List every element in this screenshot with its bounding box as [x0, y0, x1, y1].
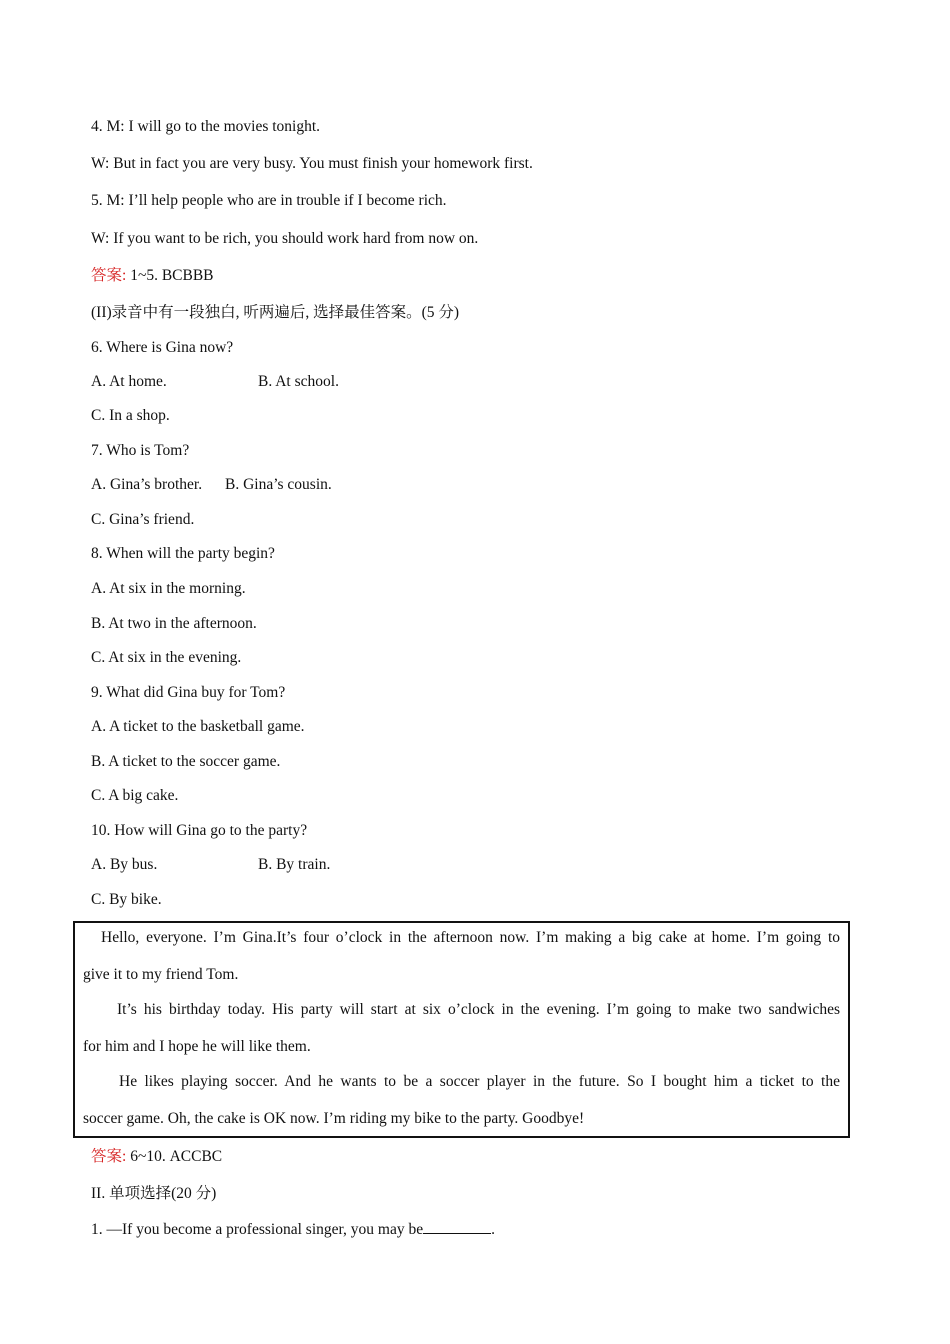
- question-7-option-c: C. Gina’s friend.: [91, 511, 195, 528]
- answer-1-5: [91, 266, 214, 286]
- option-a: A. At home.: [91, 373, 167, 390]
- question-8-option-a: A. At six in the morning.: [91, 580, 246, 597]
- dialogue-line-4w: W: But in fact you are very busy. You must finish your homework first.: [91, 155, 533, 172]
- question-8-option-b: B. At two in the afternoon.: [91, 615, 257, 632]
- question-6: 6. Where is Gina now?: [91, 339, 234, 356]
- transcript-line-3: It’s his birthday today. His party will start at six o’clock in the evening. I’m going to make two sandwiches: [117, 1001, 840, 1018]
- section-2-heading: (II)录音中有一段独白, 听两遍后, 选择最佳答案。(5 分): [91, 304, 460, 321]
- transcript-line-2: give it to my friend Tom.: [83, 966, 239, 983]
- question-7-options-ab: [91, 475, 332, 495]
- dialogue-line-4m: 4. M: I will go to the movies tonight.: [91, 118, 321, 135]
- question-1-text: 1. —If you become a professional singer, you may be: [91, 1221, 424, 1238]
- question-9-option-a: A. A ticket to the basketball game.: [91, 718, 305, 735]
- option-b: B. Gina’s cousin.: [225, 476, 332, 493]
- question-9-option-b: B. A ticket to the soccer game.: [91, 753, 281, 770]
- question-1-end: .: [491, 1221, 495, 1238]
- question-1-single-choice: [91, 1219, 495, 1240]
- answer-6-10: [91, 1147, 222, 1167]
- part-2-heading: II. 单项选择(20 分): [91, 1185, 217, 1202]
- answer-label: 答案:: [91, 1148, 127, 1165]
- question-8-option-c: C. At six in the evening.: [91, 649, 242, 666]
- answer-label: 答案:: [91, 267, 127, 284]
- option-b: B. By train.: [258, 856, 331, 873]
- answer-value: 1~5. BCBBB: [126, 267, 214, 284]
- question-10-options-ab: [91, 855, 330, 875]
- option-a: A. Gina’s brother.: [91, 476, 203, 493]
- option-b: B. At school.: [258, 373, 339, 390]
- answer-value: 6~10. ACCBC: [126, 1148, 223, 1165]
- question-9-option-c: C. A big cake.: [91, 787, 179, 804]
- transcript-line-4: for him and I hope he will like them.: [83, 1038, 311, 1055]
- question-6-option-c: C. In a shop.: [91, 407, 170, 424]
- question-9: 9. What did Gina buy for Tom?: [91, 684, 286, 701]
- transcript-line-5: He likes playing soccer. And he wants to be a soccer player in the future. So I bought him a ticket to the: [119, 1073, 840, 1090]
- transcript-line-1: Hello, everyone. I’m Gina.It’s four o’clock in the afternoon now. I’m making a big cake at home. I’m going to: [101, 929, 840, 946]
- option-a: A. By bus.: [91, 856, 158, 873]
- question-7: 7. Who is Tom?: [91, 442, 190, 459]
- question-10-option-c: C. By bike.: [91, 891, 162, 908]
- transcript-line-6: soccer game. Oh, the cake is OK now. I’m riding my bike to the party. Goodbye!: [83, 1110, 585, 1127]
- transcript-box: [73, 921, 850, 1138]
- dialogue-line-5w: W: If you want to be rich, you should work hard from now on.: [91, 230, 479, 247]
- dialogue-line-5m: 5. M: I’ll help people who are in trouble if I become rich.: [91, 192, 447, 209]
- question-10: 10. How will Gina go to the party?: [91, 822, 308, 839]
- question-8: 8. When will the party begin?: [91, 545, 275, 562]
- question-6-options-ab: [91, 372, 339, 392]
- answer-blank: [423, 1219, 491, 1234]
